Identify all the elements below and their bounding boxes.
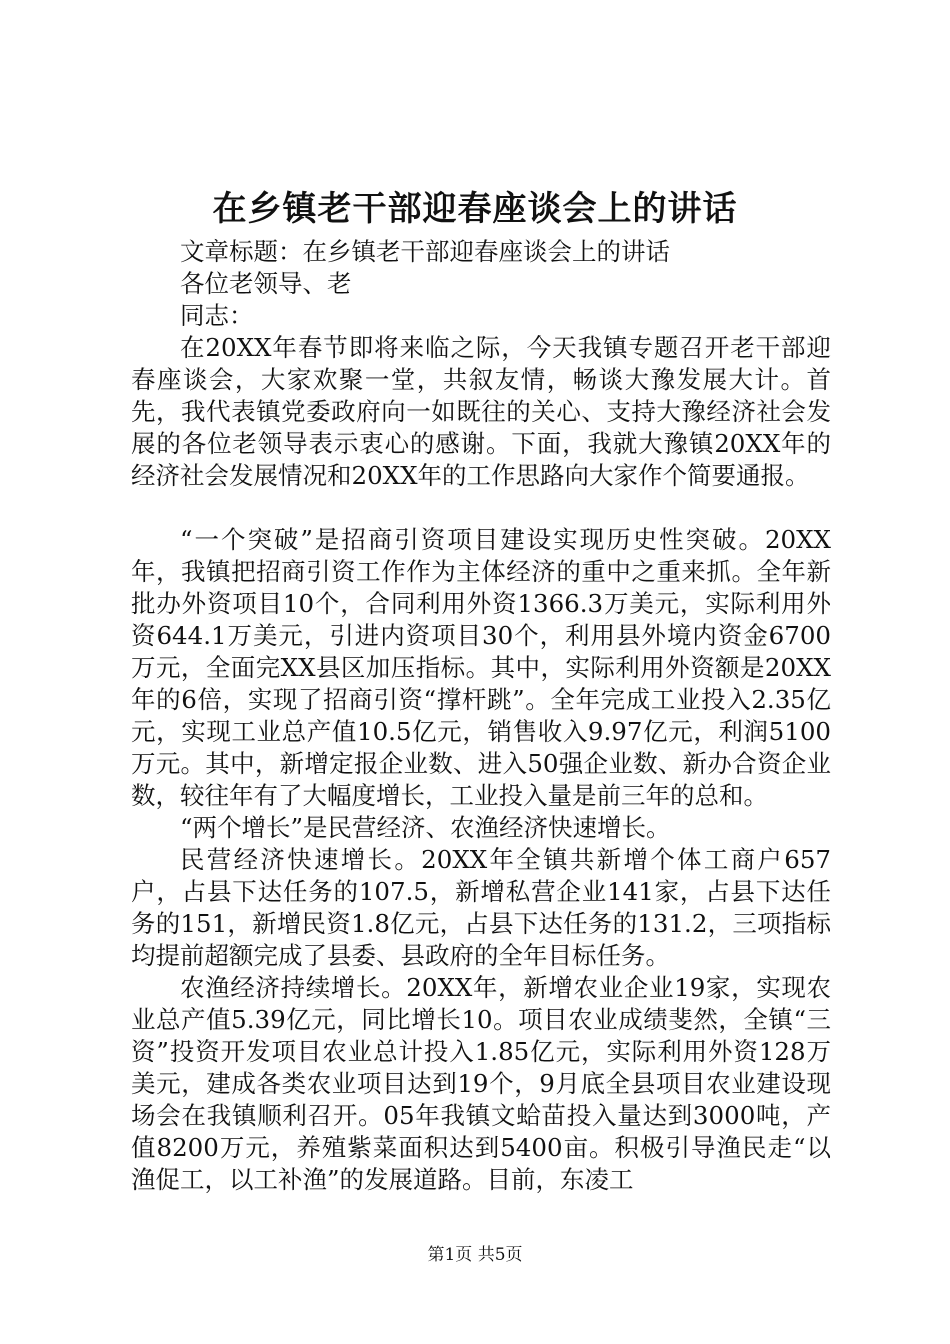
document-body [131,236,831,1196]
salutation-line-1: 各位老领导、老 [180,269,352,298]
page-footer: 第1页 共5页 [427,1245,523,1265]
paragraph-one-breakthrough: “一个突破”是招商引资项目建设实现历史性突破。20XX年，我镇把招商引资工作作为主体经济的重中之重来抓。全年新批办外资项目10个，合同利用外资1366.3万美元，实际利用外资644.1万美元，引进内资项目30个，利用县外境内资金6700万元，全面完XX县区加压指标。其中，实际利用外资额是20XX年的6倍，实现了招商引资“撑杆跳”。全年完成工业投入2.35亿元，实现工业总产值10.5亿元，销售收入9.97亿元，利润5100万元。其中，新增定报企业数、进入50强企业数、新办合资企业数，较往年有了大幅度增长，工业投入量是前三年的总和。 [131,525,831,810]
paragraph-intro: 在20XX年春节即将来临之际，今天我镇专题召开老干部迎春座谈会，大家欢聚一堂，共叙友情，畅谈大豫发展大计。首先，我代表镇党委政府向一如既往的关心、支持大豫经济社会发展的各位老领导表示衷心的感谢。下面，我就大豫镇20XX年的经济社会发展情况和20XX年的工作思路向大家作个简要通报。 [131,333,831,490]
paragraph-private-economy: 民营经济快速增长。20XX年全镇共新增个体工商户657户，占县下达任务的107.5，新增私营企业141家，占县下达任务的151，新增民资1.8亿元，占县下达任务的131.2，三项指标均提前超额完成了县委、县政府的全年目标任务。 [131,845,831,970]
paragraph-agri-fishery: 农渔经济持续增长。20XX年，新增农业企业19家，实现农业总产值5.39亿元，同比增长10。项目农业成绩斐然，全镇“三资”投资开发项目农业总计投入1.85亿元，实际利用外资128万美元，建成各类农业项目达到19个，9月底全县项目农业建设现场会在我镇顺利召开。05年我镇文蛤苗投入量达到3000吨，产值8200万元，养殖紫菜面积达到5400亩。积极引导渔民走“以渔促工，以工补渔”的发展道路。目前，东凌工 [131,973,831,1194]
salutation-line-2: 同志： [180,301,254,330]
paragraph-two-growth: “两个增长”是民营经济、农渔经济快速增长。 [180,813,671,842]
document-title: 在乡镇老干部迎春座谈会上的讲话 [212,189,738,229]
article-title-line: 文章标题：在乡镇老干部迎春座谈会上的讲话 [180,237,670,266]
